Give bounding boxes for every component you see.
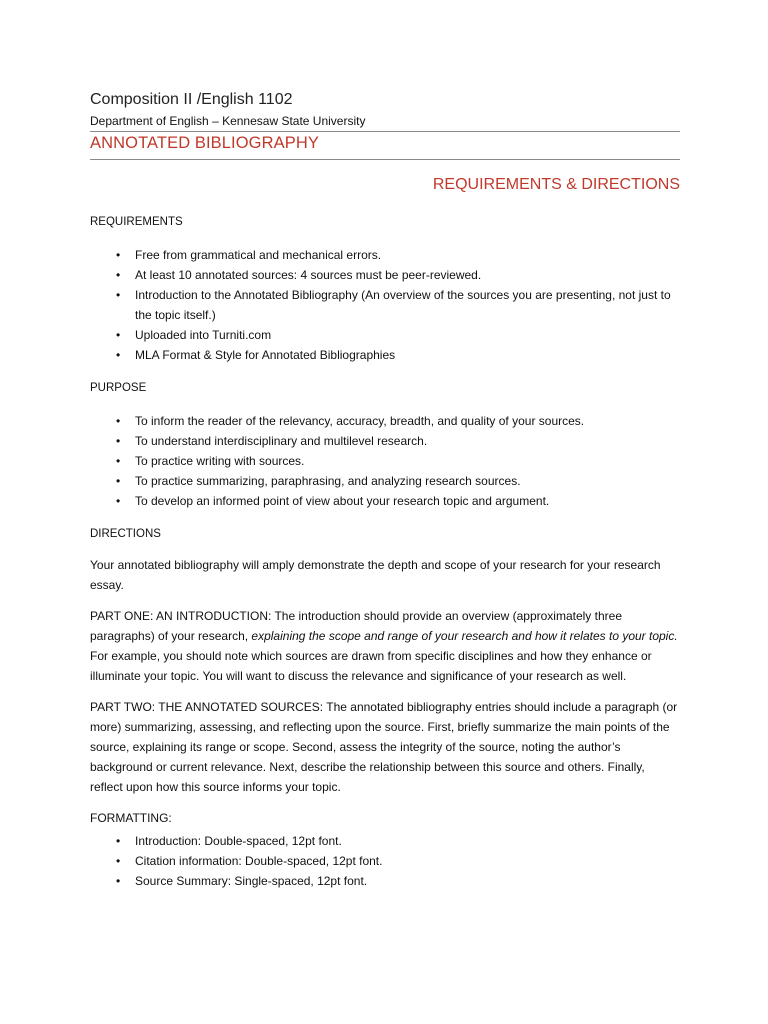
list-item: • To practice summarizing, paraphrasing, and analyzing research sources. bbox=[90, 471, 680, 491]
list-item: • Introduction to the Annotated Bibliography (An overview of the sources you are presenting, not just to the topic itself.) bbox=[90, 285, 680, 325]
list-item: • Uploaded into Turniti.com bbox=[90, 325, 680, 345]
course-title: Composition II /English 1102 bbox=[90, 91, 293, 108]
department-line: Department of English – Kennesaw State University bbox=[90, 114, 366, 128]
formatting-list bbox=[90, 831, 680, 891]
requirements-label: REQUIREMENTS bbox=[90, 216, 183, 228]
formatting-label: FORMATTING: bbox=[90, 811, 172, 825]
part-two-paragraph: PART TWO: THE ANNOTATED SOURCES: The annotated bibliography entries should include a paragraph (or more) summarizing, assessing, and reflecting upon the source. First, briefly summarize the main points of the source, explaining its range or scope. Second, assess the integrity of the source, noting the author’s background or current relevance. Next, describe the relationship between this source and others. Finally, reflect upon how this source informs your topic. bbox=[90, 700, 678, 794]
bullet-icon: • bbox=[116, 434, 121, 448]
list-item: • Source Summary: Single-spaced, 12pt font. bbox=[90, 871, 680, 891]
section-heading: REQUIREMENTS & DIRECTIONS bbox=[432, 176, 680, 193]
list-item: • Free from grammatical and mechanical errors. bbox=[90, 245, 680, 265]
document-body bbox=[90, 212, 680, 891]
bullet-icon: • bbox=[116, 248, 121, 262]
document-title: ANNOTATED BIBLIOGRAPHY bbox=[90, 134, 319, 152]
list-item: • To understand interdisciplinary and multilevel research. bbox=[90, 431, 680, 451]
list-item: • To inform the reader of the relevancy, accuracy, breadth, and quality of your sources. bbox=[90, 411, 680, 431]
list-item: • At least 10 annotated sources: 4 sources must be peer-reviewed. bbox=[90, 265, 680, 285]
list-item: • Citation information: Double-spaced, 12pt font. bbox=[90, 851, 680, 871]
bullet-icon: • bbox=[116, 494, 121, 508]
bullet-icon: • bbox=[116, 328, 121, 342]
bullet-icon: • bbox=[116, 268, 121, 282]
purpose-label: PURPOSE bbox=[90, 382, 147, 394]
list-item: • MLA Format & Style for Annotated Bibliographies bbox=[90, 345, 680, 365]
bullet-icon: • bbox=[116, 288, 121, 302]
part-one-paragraph: PART ONE: AN INTRODUCTION: The introduction should provide an overview (approximately three paragraphs) of your research, explaining the scope and range of your research and how it relates to your topic. For example, you should note which sources are drawn from specific disciplines and how they enhance or illuminate your topic. You will want to discuss the relevance and significance of your research as well. bbox=[90, 609, 678, 683]
bullet-icon: • bbox=[116, 854, 121, 868]
bullet-icon: • bbox=[116, 348, 121, 362]
list-item: • Introduction: Double-spaced, 12pt font. bbox=[90, 831, 680, 851]
bullet-icon: • bbox=[116, 474, 121, 488]
part-one-emphasis: explaining the scope and range of your research and how it relates to your topic. bbox=[251, 629, 678, 643]
bullet-icon: • bbox=[116, 414, 121, 428]
bullet-icon: • bbox=[116, 834, 121, 848]
header-divider-top bbox=[90, 131, 680, 132]
header-divider-bottom bbox=[90, 159, 680, 160]
bullet-icon: • bbox=[116, 454, 121, 468]
list-item: • To develop an informed point of view about your research topic and argument. bbox=[90, 491, 680, 511]
directions-label: DIRECTIONS bbox=[90, 528, 161, 540]
purpose-list bbox=[90, 411, 680, 511]
requirements-list bbox=[90, 245, 680, 365]
directions-intro: Your annotated bibliography will amply demonstrate the depth and scope of your research for your research essay. bbox=[90, 558, 661, 592]
list-item: • To practice writing with sources. bbox=[90, 451, 680, 471]
bullet-icon: • bbox=[116, 874, 121, 888]
